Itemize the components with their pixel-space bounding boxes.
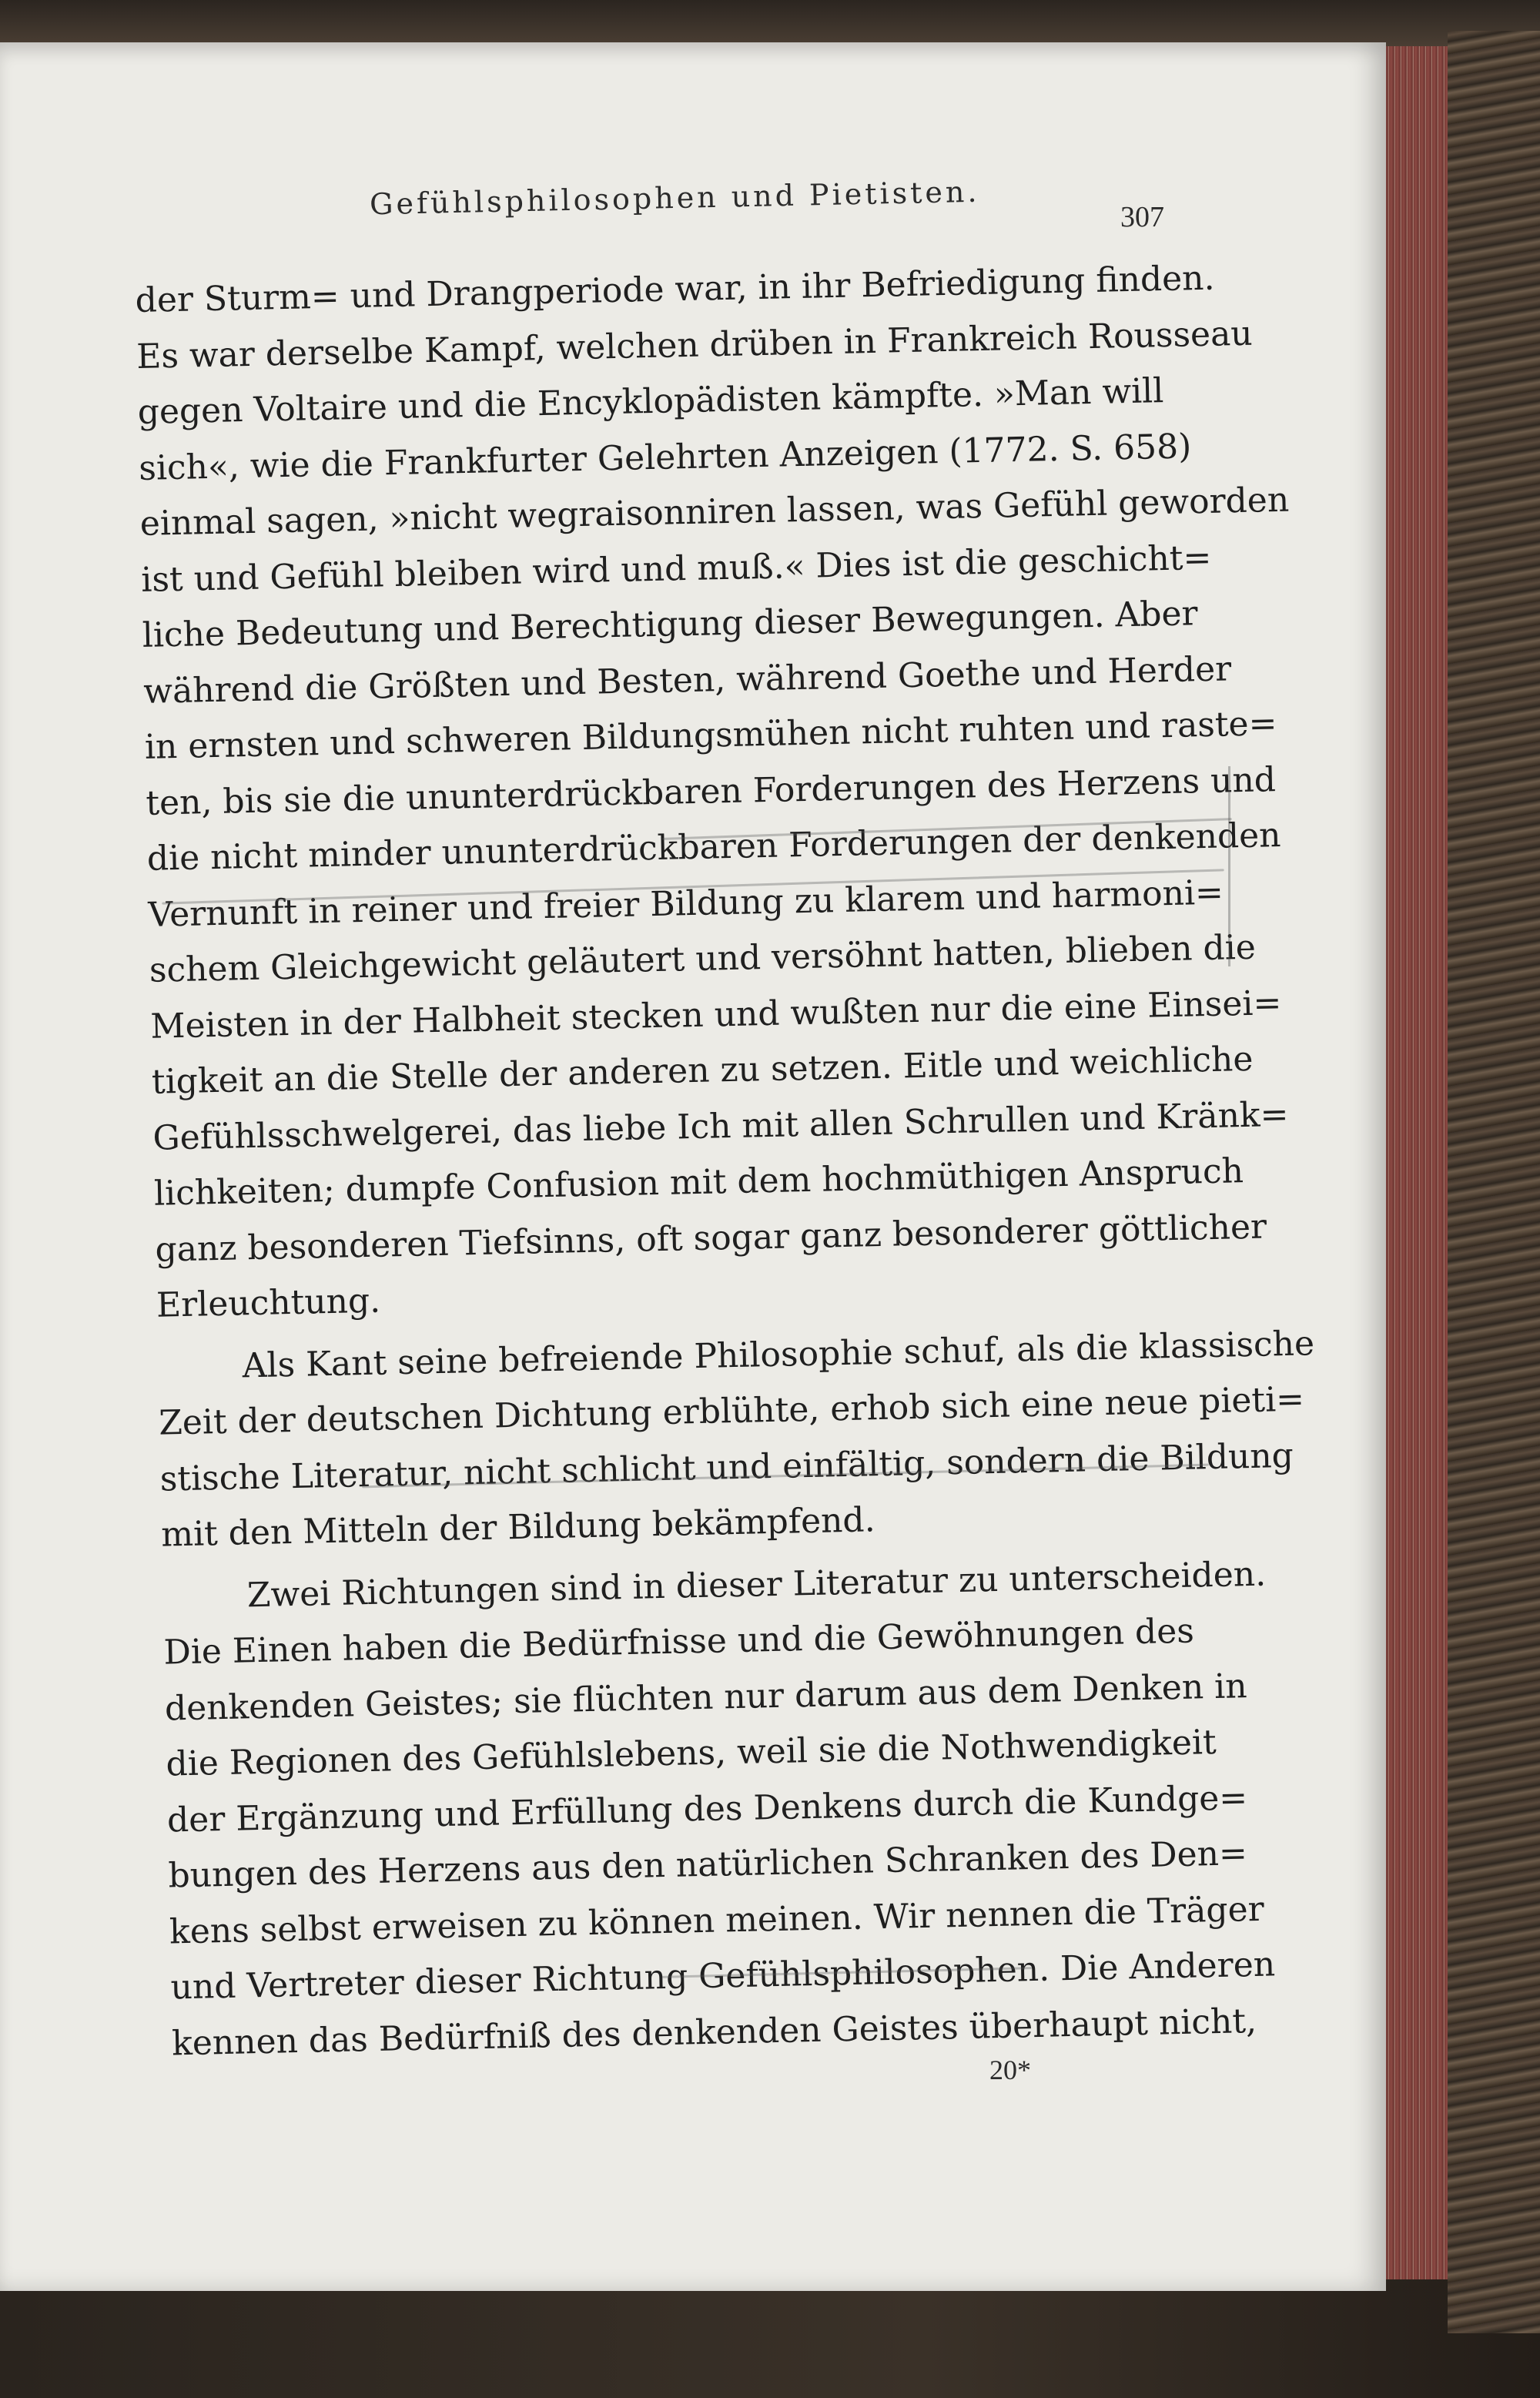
text-line: der Sturm= und Drangperiode war, in ihr Befriedigung finden. (135, 258, 1215, 320)
text-line: Als Kant seine befreiende Philosophie schuf, als die klassische (242, 1323, 1315, 1385)
text-line: Meisten in der Halbheit stecken und wußten nur die eine Einsei= (149, 983, 1282, 1047)
text-line: in ernsten und schweren Bildungsmühen nicht ruhten und raste= (144, 704, 1277, 767)
text-line: sich«, wie die Frankfurter Gelehrten Anzeigen (1772. S. 658) (138, 426, 1192, 488)
text-line: Vernunft in reiner und freier Bildung zu klarem und harmoni= (147, 872, 1224, 935)
pencil-margin-mark (1228, 766, 1230, 966)
text-line: gegen Voltaire und die Encyklopädisten kämpfte. »Man will (137, 371, 1164, 432)
text-line: liche Bedeutung und Berechtigung dieser Bewegungen. Aber (142, 594, 1199, 655)
text-line: kens selbst erweisen zu können meinen. Wir nennen die Träger (169, 1889, 1265, 1952)
text-line: kennen das Bedürfniß des denkenden Geistes überhaupt nicht, (171, 2001, 1257, 2063)
signature-mark: 20* (989, 2055, 1031, 2085)
page-number: 307 (1120, 201, 1164, 233)
text-line: Zeit der deutschen Dichtung erblühte, erhob sich eine neue pieti= (158, 1379, 1305, 1443)
text-line: mit den Mitteln der Bildung bekämpfend. (160, 1500, 876, 1555)
body-text (135, 251, 1315, 2072)
text-line: Es war derselbe Kampf, welchen drüben in Frankreich Rousseau (136, 313, 1254, 377)
text-line: stische Literatur, nicht schlicht und einfältig, sondern die Bildung (159, 1435, 1294, 1499)
marbled-cover-edge (1448, 31, 1540, 2333)
text-line: und Vertreter dieser Richtung Gefühlsphilosophen. Die Anderen (170, 1944, 1276, 2008)
text-line: die Regionen des Gefühlslebens, weil sie die Nothwendigkeit (166, 1723, 1217, 1784)
book-cover-top (0, 0, 1540, 46)
text-line: der Ergänzung und Erfüllung des Denkens durch die Kundge= (166, 1777, 1248, 1840)
text-line: ten, bis sie die ununterdrückbaren Forderungen des Herzens und (145, 759, 1277, 823)
text-line: denkenden Geistes; sie flüchten nur darum aus dem Denken in (164, 1666, 1248, 1729)
text-line: die nicht minder ununterdrückbaren Forderungen der denkenden (146, 815, 1282, 879)
text-line: Zwei Richtungen sind in dieser Literatur zu unterscheiden. (246, 1554, 1267, 1615)
text-line: Erleuchtung. (156, 1281, 381, 1325)
text-line: tigkeit an die Stelle der anderen zu setzen. Eitle und weichliche (151, 1039, 1254, 1102)
text-line: ist und Gefühl bleiben wird und muß.« Dies ist die geschicht= (140, 538, 1212, 600)
text-line: lichkeiten; dumpfe Confusion mit dem hochmüthigen Anspruch (153, 1151, 1244, 1214)
book-page (0, 42, 1386, 2291)
text-line: schem Gleichgewicht geläutert und versöhnt hatten, blieben die (149, 927, 1257, 990)
text-line: Gefühlsschwelgerei, das liebe Ich mit allen Schrullen und Kränk= (152, 1094, 1289, 1158)
text-line: einmal sagen, »nicht wegraisonniren lassen, was Gefühl geworden (139, 480, 1290, 544)
running-head: Gefühlsphilosophen und Pietisten. (369, 174, 980, 222)
text-line: ganz besonderen Tiefsinns, oft sogar ganz besonderer göttlicher (155, 1206, 1267, 1270)
text-line: bungen des Herzens aus den natürlichen Schranken des Den= (168, 1834, 1248, 1896)
text-line: während die Größten und Besten, während Goethe und Herder (142, 648, 1232, 712)
text-line: Die Einen haben die Bedürfnisse und die Gewöhnungen des (162, 1611, 1195, 1673)
